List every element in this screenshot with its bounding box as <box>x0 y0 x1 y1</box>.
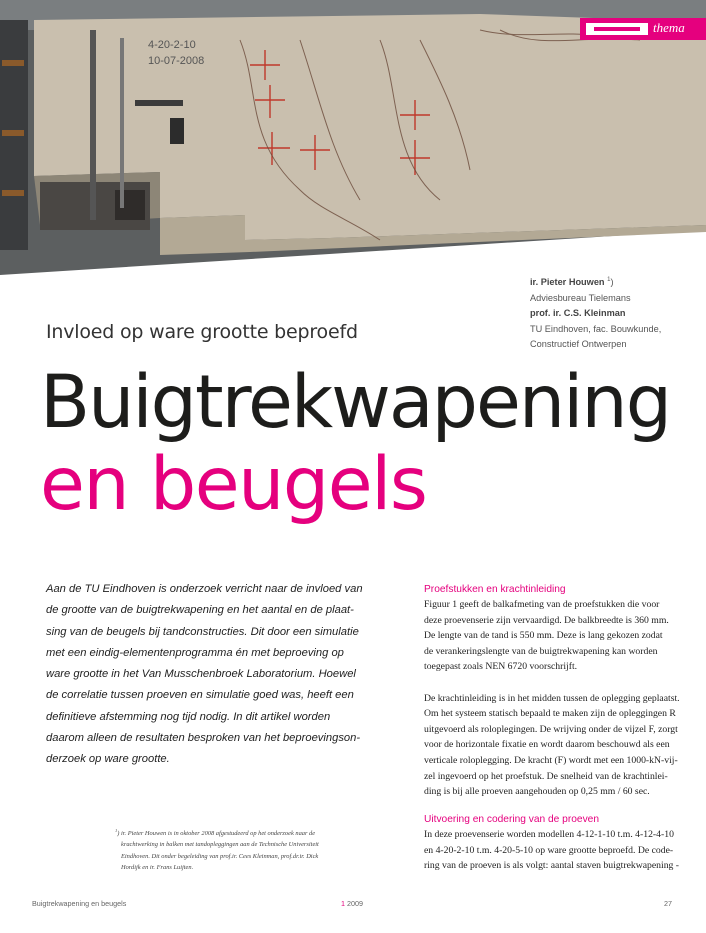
author-1-note: 1 <box>607 277 611 283</box>
body-line: voor de horizontale fixatie en wordt daarom beschouwd als een <box>424 739 670 751</box>
header-photo <box>0 0 706 290</box>
footnote <box>115 825 375 873</box>
author-1-affiliation: Adviesbureau Tielemans <box>530 292 631 303</box>
magazine-section-tag <box>580 18 706 40</box>
body-line: De lengte van de tand is 550 mm. Deze is lang gekozen zodat <box>424 630 663 642</box>
footer-year: 2009 <box>347 899 363 908</box>
body-line: verticale roloplegging. De kracht (F) wordt met een 1000-kN-vij- <box>424 754 678 766</box>
body-line: ding is bij alle proeven aangehouden op 0,25 mm / 60 sec. <box>424 786 650 798</box>
body-line: deze proevenserie zijn vervaardigd. De balkbreedte is 360 mm. <box>424 614 669 626</box>
body-line: Figuur 1 geeft de balkafmeting van de proefstukken die voor <box>424 599 660 610</box>
article-title-line-1: Buigtrekwapening <box>40 360 671 445</box>
footnote-line: ) ir. Pieter Houwen is in oktober 2008 afgestudeerd op het onderzoek naar de <box>117 830 316 838</box>
author-2-affiliation-2: Constructief Ontwerpen <box>530 339 627 350</box>
section-heading: Uitvoering en codering van de proeven <box>424 814 599 825</box>
body-line: zel ingevoerd op het proefstuk. De snelheid van de krachtinlei- <box>424 770 668 782</box>
article-subtitle: Invloed op ware grootte beproefd <box>46 321 358 343</box>
author-2-affiliation-1: TU Eindhoven, fac. Bouwkunde, <box>530 323 662 334</box>
intro-line: Aan de TU Eindhoven is onderzoek verricht naar de invloed van <box>46 583 363 595</box>
intro-paragraph <box>46 579 363 771</box>
body-line: ring van de proeven is als volgt: aantal staven buigtrekwapening - <box>424 860 680 872</box>
intro-line: definitieve afstemming nog tijd nodig. In dit artikel worden <box>46 710 331 723</box>
footer-issue <box>341 899 363 908</box>
section-heading: Proefstukken en krachtinleiding <box>424 584 566 595</box>
intro-line: met een eindig-elementenprogramma én met beproeving op <box>46 646 344 659</box>
intro-line: sing van de beugels bij tandconstructies. Dit door een simulatie <box>46 625 359 638</box>
author-1-name: ir. Pieter Houwen <box>530 277 605 288</box>
intro-line: derzoek op ware grootte. <box>46 753 170 766</box>
intro-line: de grootte van de buigtrekwapening en het aantal en de plaat- <box>46 604 354 617</box>
footnote-line: krachtwerking in balken met tandopleggingen aan de Technische Universiteit <box>121 841 319 849</box>
body-line: en 4-20-2-10 t.m. 4-20-5-10 op ware grootte beproefd. De code- <box>424 844 674 856</box>
footer-issue-number: 1 <box>341 899 345 908</box>
section-uitvoering <box>424 813 686 874</box>
photo-label-1: 4-20-2-10 <box>148 39 196 51</box>
footer-running-title: Buigtrekwapening en beugels <box>32 899 127 908</box>
section-proefstukken <box>424 583 686 800</box>
intro-line: de correlatie tussen proeven en simulatie goed was, heeft een <box>46 689 354 702</box>
body-line: de verankeringslengte van de buigtrekwapening kan worden <box>424 645 658 657</box>
author-block: ir. Pieter Houwen $^1$) Adviesbureau Tielemans prof. ir. C.S. Kleinman TU Eindhoven, fac. Bouwkunde, Constructief Ontwerpen <box>530 273 700 353</box>
footnote-line: Eindhoven. Dit onder begeleiding van prof.ir. Cees Kleinman, prof.dr.ir. Dick <box>121 852 319 860</box>
footer-page-number: 27 <box>664 899 672 908</box>
section-word: thema <box>653 20 685 35</box>
body-line: toegepast zoals NEN 6720 voorschrijft. <box>424 661 578 673</box>
photo-label-2: 10-07-2008 <box>148 55 205 67</box>
author-2-name: prof. ir. C.S. Kleinman <box>530 308 626 319</box>
article-title-line-2: en beugels <box>40 442 427 527</box>
body-line: uitgevoerd als roloplegingen. De wrijving onder de vijzel F, zorgt <box>424 723 678 735</box>
footnote-line: Hordijk en ir. Frans Luijten. <box>121 863 194 871</box>
intro-line: ware grootte in het Van Musschenbroek Laboratorium. Hoewel <box>46 668 356 681</box>
body-line: Om het systeem statisch bepaald te maken zijn de opleggingen R <box>424 708 676 720</box>
footnote-marker: 1 <box>115 828 118 833</box>
body-line: In deze proevenserie worden modellen 4-12-1-10 t.m. 4-12-4-10 <box>424 829 674 840</box>
intro-line: daarom alleen de resultaten besproken van het beproevingson- <box>46 732 361 745</box>
body-line: De krachtinleiding is in het midden tussen de oplegging geplaatst. <box>424 692 680 704</box>
magazine-logo <box>586 23 648 35</box>
